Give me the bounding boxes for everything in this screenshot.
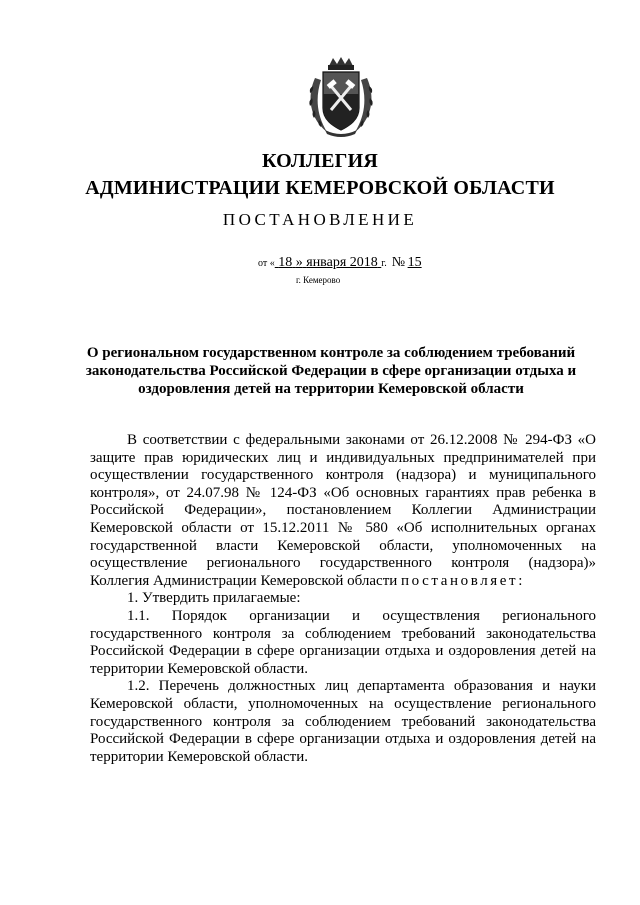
- document-subject: О региональном государственном контроле за соблюдением требований законодательства Российской Федерации в сфере организации отдыха и оздоровления детей на территории Кемеровской области: [85, 345, 577, 397]
- city: г. Кемерово: [296, 275, 341, 285]
- kemerovo-coat-of-arms-icon: [305, 56, 377, 138]
- item-1-1: 1.1. Порядок организации и осуществления регионального государственного контроля за соблюдением требований законодательства Российской Федерации в сфере организации отдыха и оздоровления детей на территории Кемеровской области.: [90, 607, 596, 677]
- item-1-2: 1.2. Перечень должностных лиц департамента образования и науки Кемеровской области, уполномоченных на осуществление регионального государственного контроля за соблюдением требований законодательства Российской Федерации в сфере организации отдыха и оздоровления детей на территории Кемеровской области.: [90, 678, 596, 765]
- administration-title: АДМИНИСТРАЦИИ КЕМЕРОВСКОЙ ОБЛАСТИ: [85, 177, 555, 199]
- date-suffix: г.: [381, 258, 387, 269]
- date-prefix: от «: [258, 258, 275, 269]
- document-body: [90, 432, 596, 766]
- number-prefix: №: [391, 255, 406, 270]
- preamble-paragraph: В соответствии с федеральными законами от 26.12.2008 № 294-ФЗ «О защите прав юридических лиц и индивидуальных предпринимателей при осуществлении государственного контроля (надзора) и муниципального контроля», от 24.07.98 № 124-ФЗ «Об основных гарантиях прав ребенка в Российской Федерации», постановлением Коллегии Администрации Кемеровской области от 15.12.2011 № 580 «Об исполнительных органах государственной власти Кемеровской области, уполномоченных на осуществление регионального государственного контроля (надзора)» Коллегия Администрации Кемеровской области постановляет:: [90, 432, 596, 589]
- date-day: 18 » января 2018: [278, 255, 378, 270]
- document-type: ПОСТАНОВЛЕНИЕ: [222, 210, 418, 229]
- item-1: 1. Утвердить прилагаемые:: [127, 590, 301, 607]
- document-number: 15: [407, 255, 422, 270]
- date-number-line: [258, 255, 422, 272]
- collegium-title: КОЛЛЕГИЯ: [261, 150, 379, 172]
- resolves-word: постановляет:: [401, 572, 525, 589]
